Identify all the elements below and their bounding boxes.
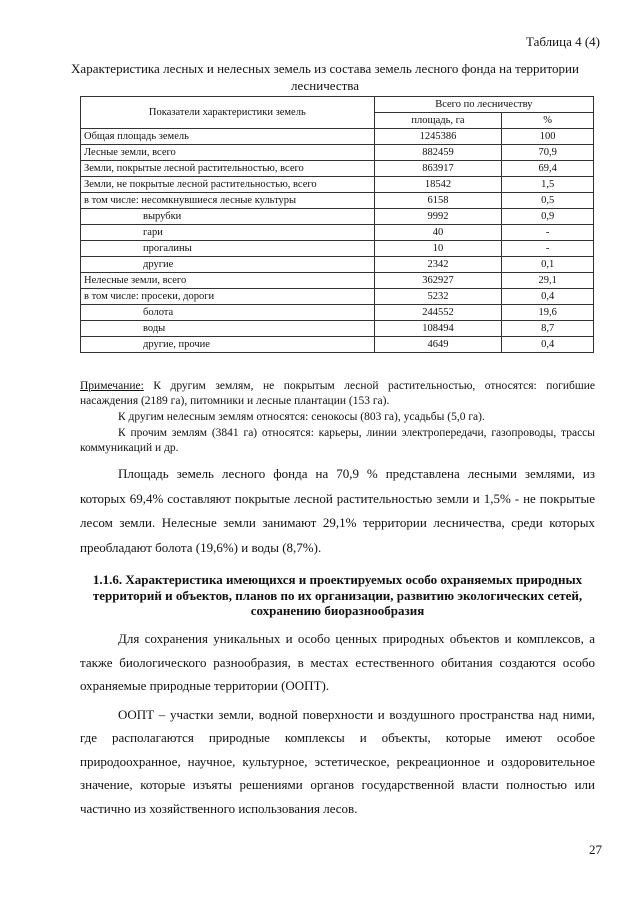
row-percent: 0,1 [502,257,594,273]
row-label: Общая площадь земель [81,129,375,145]
note-paragraph: К прочим землям (3841 га) относятся: карьеры, линии электропередачи, газопроводы, трассы коммуникаций и др. [80,427,595,454]
table-row [81,193,594,209]
header-group: Всего по лесничеству [374,97,593,113]
table-note [80,379,595,457]
row-label: Земли, не покрытые лесной растительностью, всего [81,177,375,193]
row-percent: 70,9 [502,145,594,161]
table-row [81,129,594,145]
paragraph: Для сохранения уникальных и особо ценных природных объектов и комплексов, а также биологического разнообразия, в местах естественного обитания создаются особо охраняемые природные территории (ООПТ). [80,631,595,693]
row-label: воды [81,321,375,337]
row-label: в том числе: несомкнувшиеся лесные культуры [81,193,375,209]
row-area: 9992 [374,209,502,225]
row-percent: 0,9 [502,209,594,225]
row-percent: 1,5 [502,177,594,193]
table-row [81,225,594,241]
paragraph: Площадь земель лесного фонда на 70,9 % представлена лесными землями, из которых 69,4% составляют покрытые лесной растительностью земли и 1,5% - не покрытые лесом земли. Нелесные земли занимают 29,1% территории лесничества, среди которых преобладают болота (19,6%) и воды (8,7%). [80,466,595,555]
row-percent: - [502,225,594,241]
table-row [81,177,594,193]
row-area: 4649 [374,337,502,353]
row-label: другие [81,257,375,273]
row-label: прогалины [81,241,375,257]
section-body [80,627,595,825]
header-indicator: Показатели характеристики земель [81,97,375,129]
row-label: Лесные земли, всего [81,145,375,161]
land-characteristics-table [80,96,594,353]
table-row [81,289,594,305]
row-percent: 100 [502,129,594,145]
row-area: 40 [374,225,502,241]
row-area: 882459 [374,145,502,161]
row-area: 108494 [374,321,502,337]
row-label: в том числе: просеки, дороги [81,289,375,305]
note-text: К другим землям, не покрытым лесной растительностью, относятся: погибшие насаждения (2189 га), питомники и лесные плантации (153 га). [80,380,595,407]
row-area: 1245386 [374,129,502,145]
row-label: вырубки [81,209,375,225]
row-label: Земли, покрытые лесной растительностью, всего [81,161,375,177]
note-paragraph: К другим нелесным землям относятся: сенокосы (803 га), усадьбы (5,0 га). [118,411,485,423]
summary-text [80,462,595,560]
row-area: 362927 [374,273,502,289]
table-number: Таблица 4 (4) [525,34,600,49]
table-row [81,241,594,257]
row-area: 6158 [374,193,502,209]
row-label: Нелесные земли, всего [81,273,375,289]
table-header-row [81,97,594,113]
row-percent: 19,6 [502,305,594,321]
table-row [81,305,594,321]
table-row [81,257,594,273]
row-area: 2342 [374,257,502,273]
row-percent: 69,4 [502,161,594,177]
table-row [81,321,594,337]
row-label: болота [81,305,375,321]
row-percent: - [502,241,594,257]
row-percent: 0,4 [502,337,594,353]
row-label: гари [81,225,375,241]
header-percent: % [502,113,594,129]
row-percent: 0,4 [502,289,594,305]
row-area: 244552 [374,305,502,321]
row-percent: 29,1 [502,273,594,289]
row-area: 18542 [374,177,502,193]
row-area: 863917 [374,161,502,177]
table-row [81,337,594,353]
page-number: 27 [589,842,602,857]
table-row [81,209,594,225]
table-row [81,273,594,289]
row-percent: 0,5 [502,193,594,209]
header-area: площадь, га [374,113,502,129]
table-row [81,161,594,177]
note-paragraph [80,379,595,409]
section-heading: 1.1.6. Характеристика имеющихся и проектируемых особо охраняемых природных территорий и объектов, планов по их организации, развитию экологических сетей, сохранению биоразнообразия [92,572,583,618]
row-area: 10 [374,241,502,257]
row-percent: 8,7 [502,321,594,337]
table-row [81,145,594,161]
note-label: Примечание: [80,380,144,392]
row-area: 5232 [374,289,502,305]
table-title: Характеристика лесных и нелесных земель из состава земель лесного фонда на территории лесничества [71,61,579,93]
paragraph: ООПТ – участки земли, водной поверхности и воздушного пространства над ними, где располагаются природные комплексы и объекты, которые имеют особое природоохранное, научное, культурное, эстетическое, рекреационное и оздоровительное значение, которые изъяты решениями органов государственной власти полностью или частично из хозяйственного использования лесов. [80,706,595,816]
row-label: другие, прочие [81,337,375,353]
